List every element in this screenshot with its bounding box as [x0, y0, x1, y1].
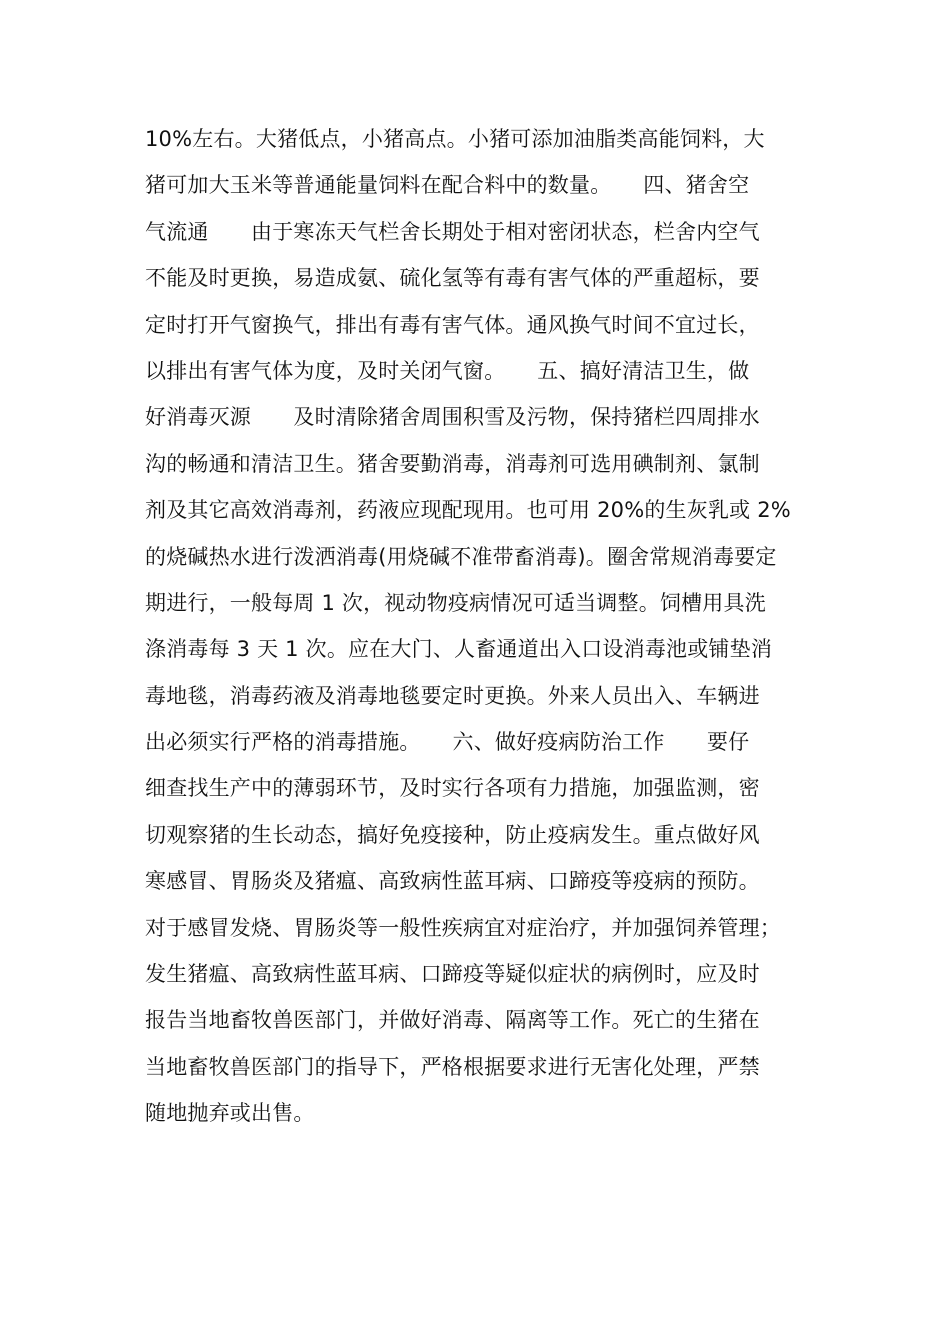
body-text — [145, 116, 825, 1137]
text-line: 报告当地畜牧兽医部门，并做好消毒、隔离等工作。死亡的生猪在 — [145, 1008, 760, 1033]
text-line: 沟的畅通和清洁卫生。猪舍要勤消毒，消毒剂可选用碘制剂、氯制 — [145, 451, 760, 476]
text-line: 切观察猪的生长动态，搞好免疫接种，防止疫病发生。重点做好风 — [145, 822, 760, 847]
text-line: 细查找生产中的薄弱环节，及时实行各项有力措施，加强监测，密 — [145, 776, 760, 801]
text-line: 对于感冒发烧、胃肠炎等一般性疾病宜对症治疗，并加强饲养管理； — [145, 915, 781, 940]
text-line: 毒地毯，消毒药液及消毒地毯要定时更换。外来人员出入、车辆进 — [145, 683, 760, 708]
text-line: 定时打开气窗换气，排出有毒有害气体。通风换气时间不宜过长， — [145, 312, 760, 337]
text-line: 涤消毒每 3 天 1 次。应在大门、人畜通道出入口设消毒池或铺垫消 — [145, 637, 773, 662]
text-line: 10%左右。大猪低点，小猪高点。小猪可添加油脂类高能饲料，大 — [145, 127, 765, 151]
text-line: 发生猪瘟、高致病性蓝耳病、口蹄疫等疑似症状的病例时，应及时 — [145, 962, 760, 987]
text-line: 的烧碱热水进行泼洒消毒(用烧碱不准带畜消毒)。圈舍常规消毒要定 — [145, 544, 777, 569]
text-line: 出必须实行严格的消毒措施。 六、做好疫病防治工作 要仔 — [145, 730, 750, 755]
text-line: 好消毒灭源 及时清除猪舍周围积雪及污物，保持猪栏四周排水 — [145, 405, 760, 430]
text-line: 猪可加大玉米等普通能量饲料在配合料中的数量。 四、猪舍空 — [145, 173, 750, 198]
text-line: 随地抛弃或出售。 — [145, 1101, 315, 1126]
text-line: 期进行，一般每周 1 次，视动物疫病情况可适当调整。饲槽用具洗 — [145, 590, 766, 615]
text-line: 寒感冒、胃肠炎及猪瘟、高致病性蓝耳病、口蹄疫等疫病的预防。 — [145, 869, 760, 894]
text-line: 剂及其它高效消毒剂，药液应现配现用。也可用 20%的生灰乳或 2% — [145, 498, 791, 523]
text-line: 不能及时更换，易造成氨、硫化氢等有毒有害气体的严重超标，要 — [145, 266, 760, 291]
text-line: 以排出有害气体为度，及时关闭气窗。 五、搞好清洁卫生，做 — [145, 358, 750, 383]
text-line: 气流通 由于寒冻天气栏舍长期处于相对密闭状态，栏舍内空气 — [145, 219, 760, 244]
text-line: 当地畜牧兽医部门的指导下，严格根据要求进行无害化处理，严禁 — [145, 1054, 760, 1079]
